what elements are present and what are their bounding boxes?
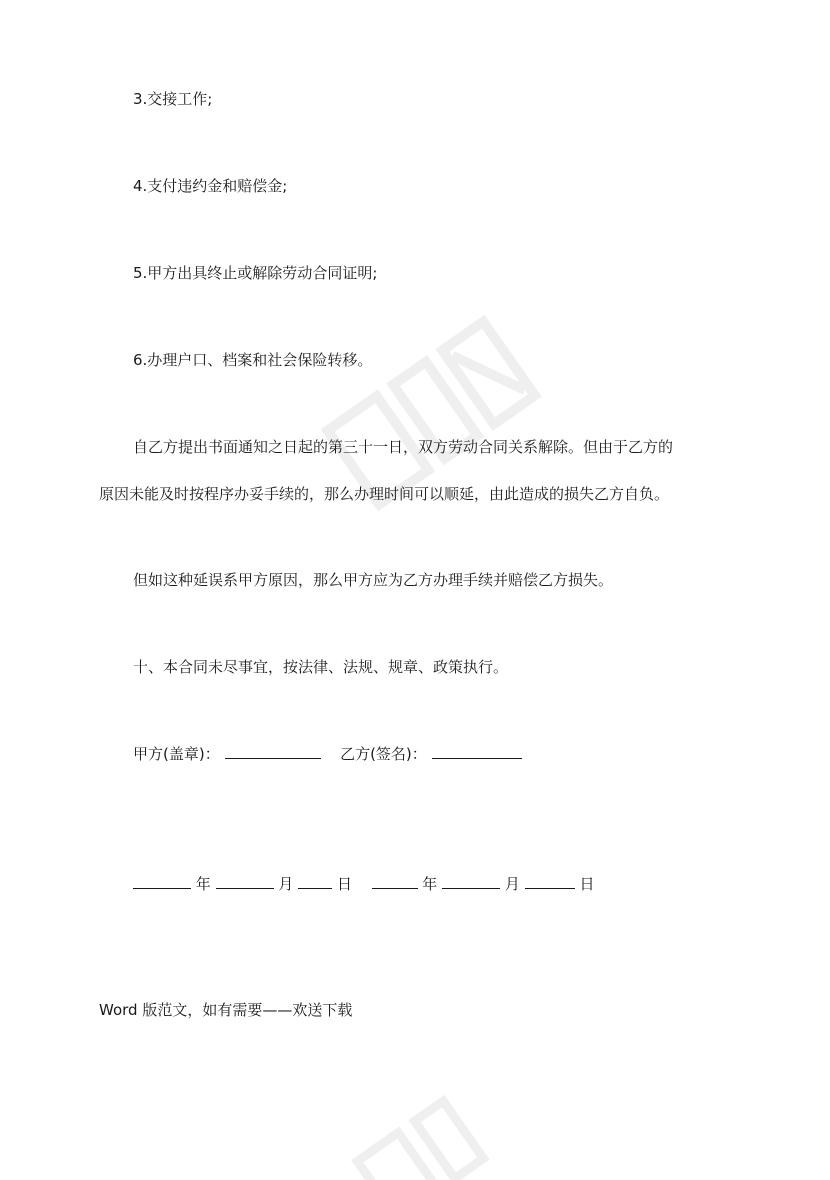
day-label: 日 xyxy=(336,875,352,893)
date-line xyxy=(133,873,594,894)
year-blank-b[interactable] xyxy=(372,873,418,889)
month-label: 月 xyxy=(278,875,294,893)
watermark-logo xyxy=(300,290,560,550)
party-b-label: 乙方(签名)： xyxy=(340,745,427,763)
clause-heading: 十、本合同未尽事宜，按法律、法规、规章、政策执行。 xyxy=(133,658,509,676)
month-blank-b[interactable] xyxy=(442,873,500,889)
paragraph-line: 自乙方提出书面通知之日起的第三十一日，双方劳动合同关系解除。但由于乙方的 xyxy=(133,438,674,456)
year-blank[interactable] xyxy=(133,873,191,889)
year-label-b: 年 xyxy=(422,875,438,893)
party-a-label: 甲方(盖章)： xyxy=(133,745,220,763)
paragraph: 但如这种延误系甲方原因，那么甲方应为乙方办理手续并赔偿乙方损失。 xyxy=(133,571,614,589)
day-blank[interactable] xyxy=(298,873,332,889)
party-b-signature-blank[interactable] xyxy=(432,743,522,759)
month-label-b: 月 xyxy=(504,875,520,893)
signature-line xyxy=(133,743,522,764)
watermark-logo-bottom xyxy=(330,1060,550,1180)
footer-text: Word 版范文，如有需要——欢送下载 xyxy=(99,1001,353,1019)
list-item: 5.甲方出具终止或解除劳动合同证明; xyxy=(133,264,378,282)
year-label: 年 xyxy=(195,875,211,893)
month-blank[interactable] xyxy=(216,873,274,889)
party-a-signature-blank[interactable] xyxy=(225,743,321,759)
list-item: 6.办理户口、档案和社会保险转移。 xyxy=(133,351,373,369)
list-item: 4.支付违约金和赔偿金; xyxy=(133,177,288,195)
day-blank-b[interactable] xyxy=(525,873,575,889)
list-item: 3.交接工作; xyxy=(133,90,213,108)
paragraph-line: 原因未能及时按程序办妥手续的，那么办理时间可以顺延，由此造成的损失乙方自负。 xyxy=(99,485,670,503)
day-label-b: 日 xyxy=(579,875,595,893)
